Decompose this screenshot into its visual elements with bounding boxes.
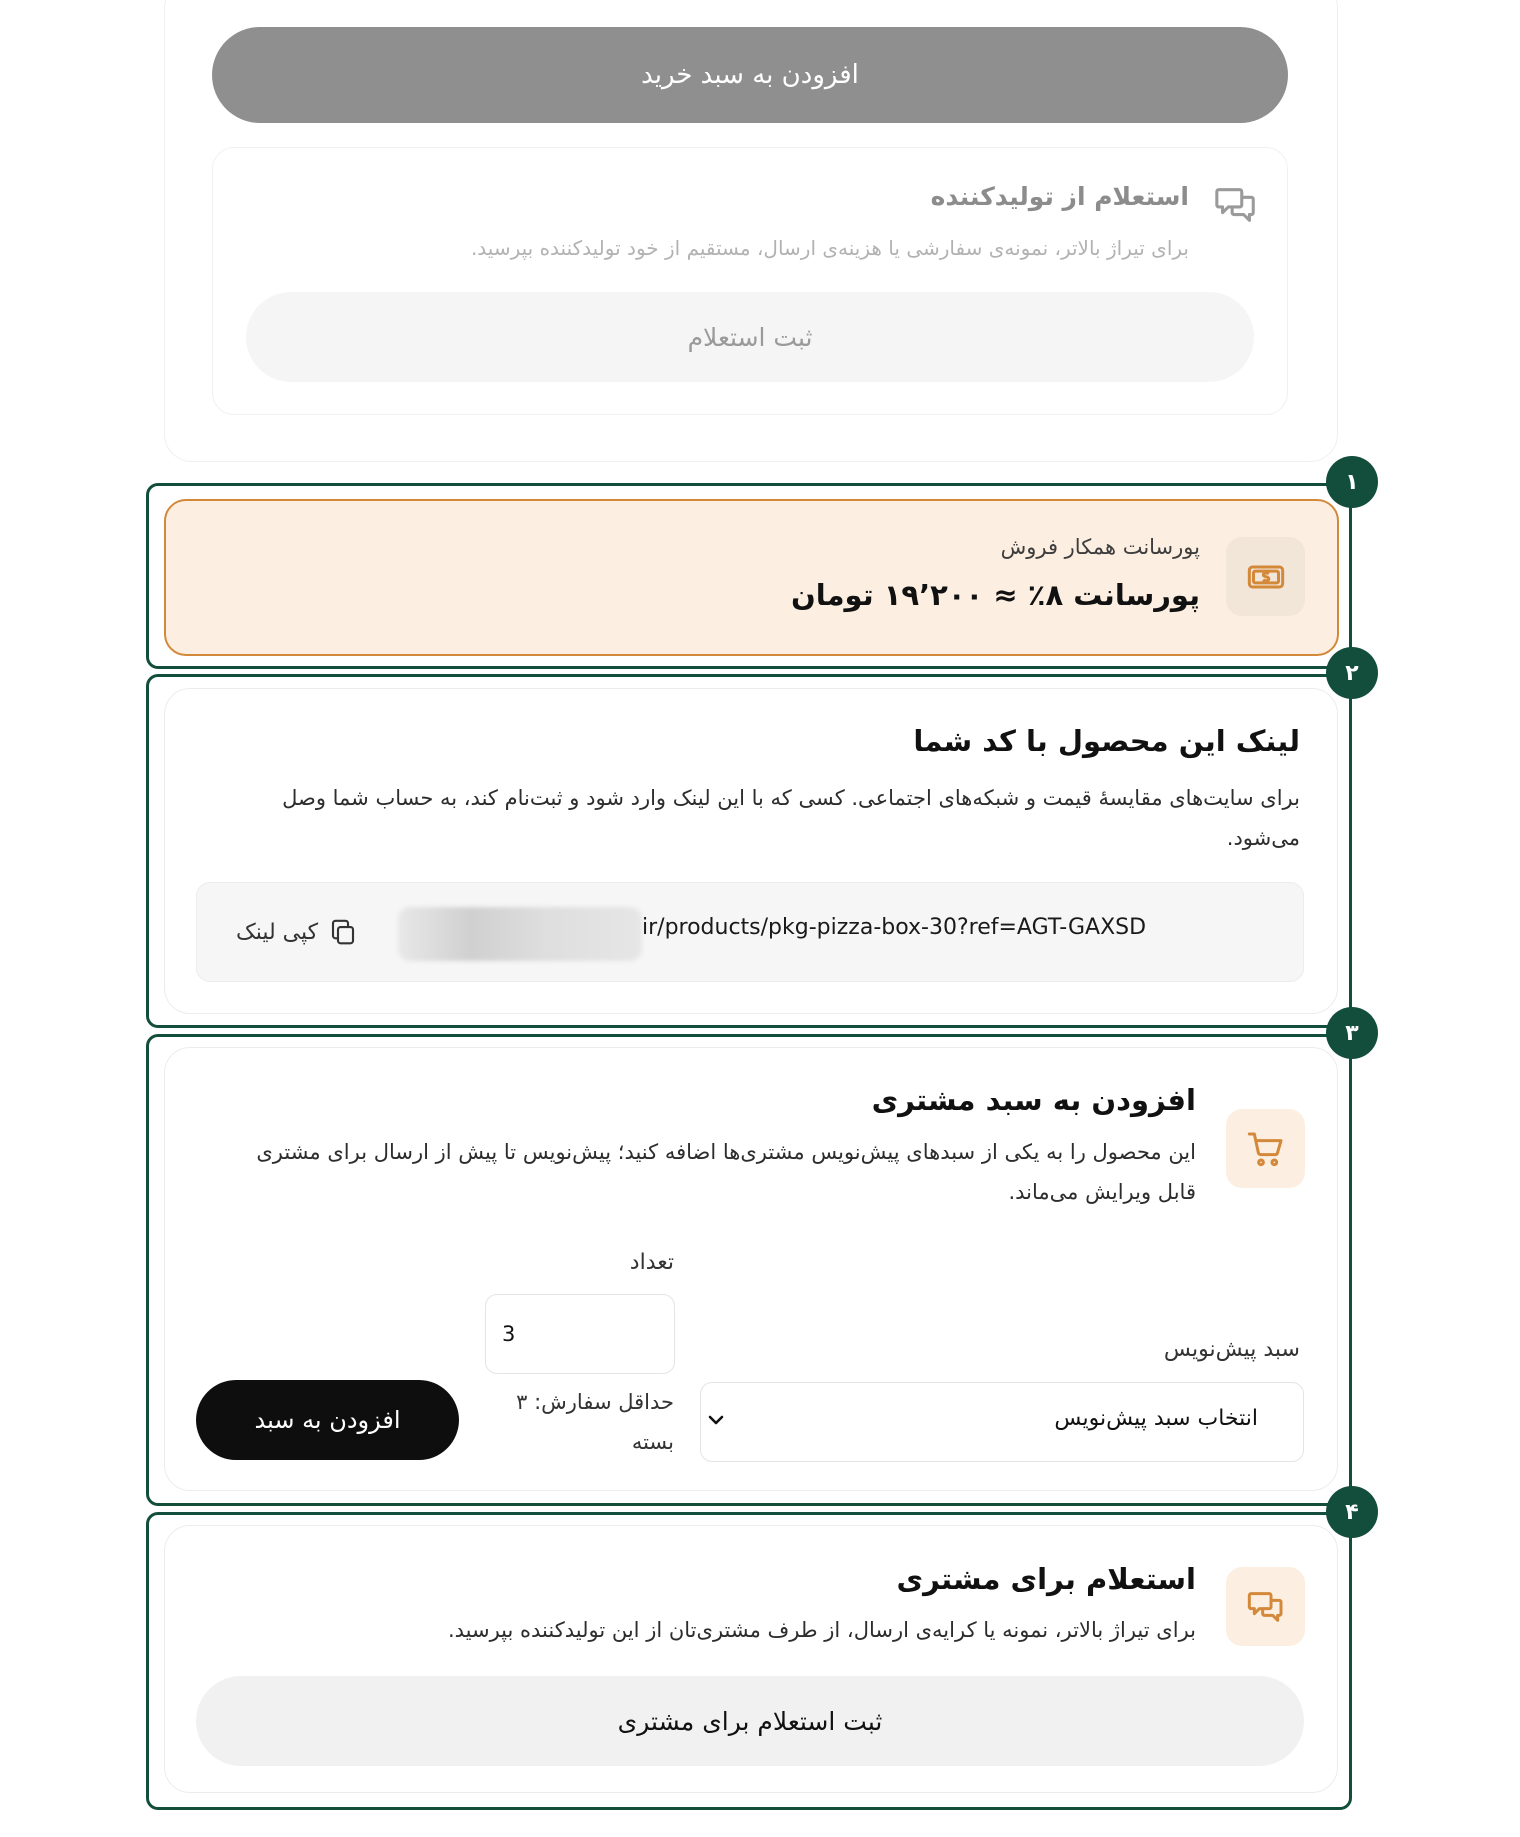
commission-icon-box xyxy=(1226,537,1305,616)
submit-inquiry-button[interactable]: ثبت استعلام xyxy=(246,292,1254,382)
inquiry-title: استعلام از تولیدکننده xyxy=(930,182,1189,211)
annotation-badge-2: ۲ xyxy=(1326,647,1378,699)
customer-inquiry-title: استعلام برای مشتری xyxy=(896,1562,1196,1596)
quantity-input[interactable]: 3 xyxy=(485,1294,675,1374)
customer-inquiry-icon-box xyxy=(1226,1567,1305,1646)
chat-bubbles-icon xyxy=(1213,182,1259,228)
commission-label: پورسانت همکار فروش xyxy=(1000,535,1200,559)
customer-inquiry-button[interactable]: ثبت استعلام برای مشتری xyxy=(196,1676,1304,1766)
annotation-badge-4: ۴ xyxy=(1326,1486,1378,1538)
cart-icon xyxy=(1246,1129,1286,1169)
draft-basket-label: سبد پیش‌نویس xyxy=(1163,1337,1300,1362)
add-to-cart-button[interactable]: افزودن به سبد خرید xyxy=(212,27,1288,123)
annotation-badge-1: ۱ xyxy=(1326,456,1378,508)
commission-value: پورسانت ۸٪ ≈ ۱۹٬۲۰۰ تومان xyxy=(790,578,1200,612)
chat-bubbles-icon xyxy=(1246,1587,1286,1627)
customer-cart-description: این محصول را به یکی از سبدهای پیش‌نویس مشتری‌ها اضافه کنید؛ پیش‌نویس تا پیش از ارسال برای مشتری قابل ویرایش می‌ماند. xyxy=(256,1140,1196,1204)
min-order-hint: حداقل سفارش: ۳ بسته xyxy=(516,1390,674,1454)
copy-link-label: کپی لینک xyxy=(236,919,319,945)
inquiry-description: برای تیراژ بالاتر، نمونه‌ی سفارشی یا هزینه‌ی ارسال، مستقیم از خود تولیدکننده بپرسید. xyxy=(470,236,1189,260)
quantity-label: تعداد xyxy=(629,1250,674,1275)
copy-icon xyxy=(328,917,358,947)
customer-cart-title: افزودن به سبد مشتری xyxy=(871,1083,1196,1117)
cart-icon-box xyxy=(1226,1109,1305,1188)
draft-basket-selected-value: انتخاب سبد پیش‌نویس xyxy=(1054,1406,1258,1431)
product-link-description: برای سایت‌های مقایسهٔ قیمت و شبکه‌های اجتماعی. کسی که با این لینک وارد شود و ثبت‌نام کند، به حساب شما وصل می‌شود. xyxy=(282,786,1300,850)
add-to-basket-button[interactable]: افزودن به سبد xyxy=(196,1380,459,1460)
product-link-title: لینک این محصول با کد شما xyxy=(913,724,1300,758)
copy-link-button[interactable] xyxy=(236,912,358,952)
customer-inquiry-description: برای تیراژ بالاتر، نمونه یا کرایه‌ی ارسال، از طرف مشتری‌تان از این تولیدکننده بپرسید. xyxy=(447,1618,1196,1642)
product-link-url[interactable]: ir/products/pkg-pizza-box-30?ref=AGT-GAXSD xyxy=(642,915,1147,940)
chevron-down-icon xyxy=(704,1408,728,1432)
annotation-badge-3: ۳ xyxy=(1326,1007,1378,1059)
blurred-domain xyxy=(398,907,642,961)
money-bill-icon xyxy=(1246,557,1286,597)
